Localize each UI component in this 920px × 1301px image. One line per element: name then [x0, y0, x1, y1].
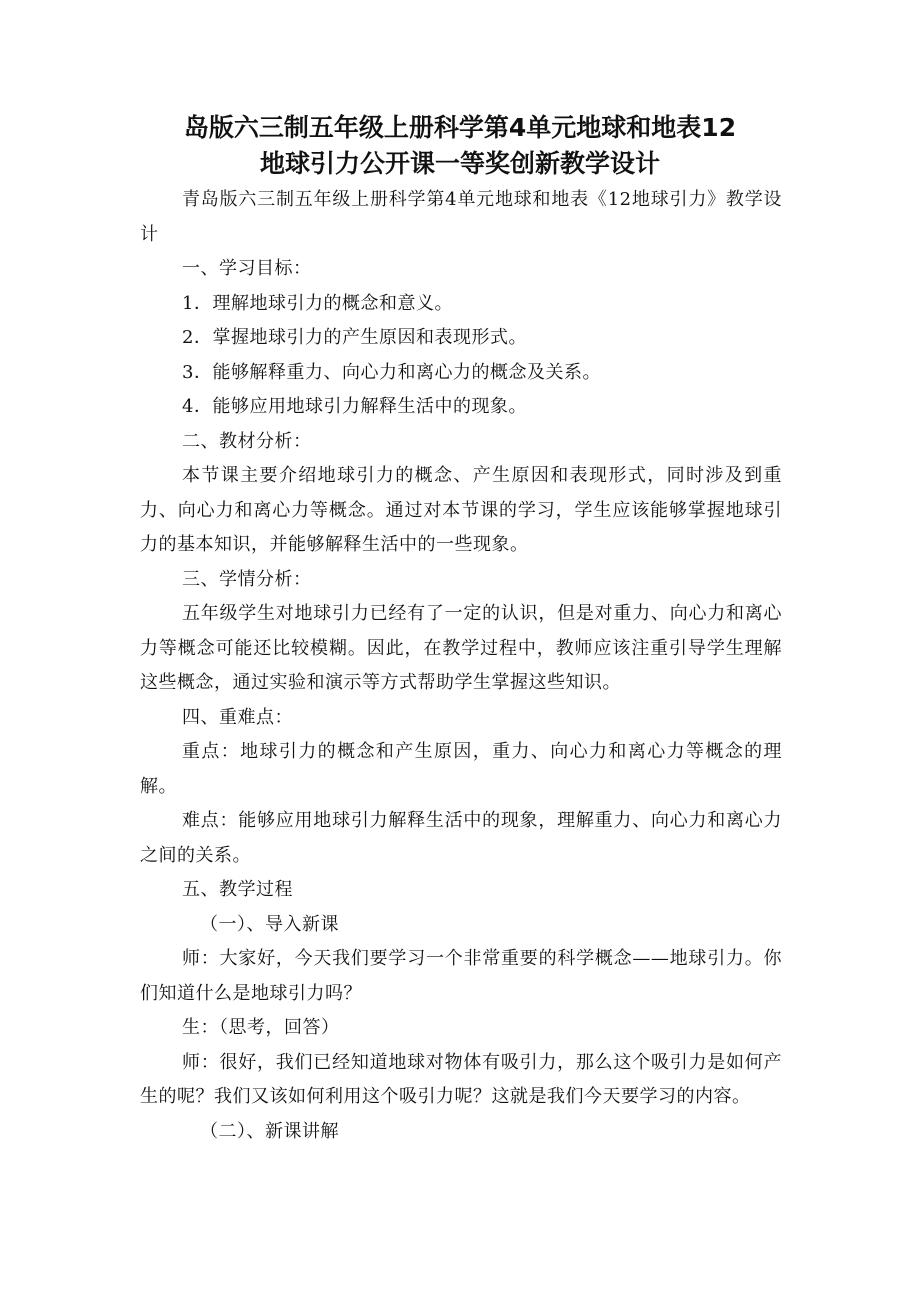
document-body: [140, 183, 782, 1149]
students-paragraph: 五年级学生对地球引力已经有了一定的认识，但是对重力、向心力和离心力等概念可能还比较模糊。因此，在教学过程中，教师应该注重引导学生理解这些概念，通过实验和演示等方式帮助学生掌握这些知识。: [140, 603, 782, 693]
keypoint-paragraph: 重点：地球引力的概念和产生原因，重力、向心力和离心力等概念的理解。: [140, 741, 782, 797]
section-heading-goals: 一、学习目标：: [182, 258, 312, 279]
section-heading-keypoints: 四、重难点：: [182, 706, 293, 728]
dialogue-paragraph: 师：很好，我们已经知道地球对物体有吸引力，那么这个吸引力是如何产生的呢？我们又该如何利用这个吸引力呢？这就是我们今天要学习的内容。: [140, 1051, 782, 1107]
dialogue-paragraph: 生：（思考，回答）: [182, 1017, 340, 1038]
document-title-line-2: 地球引力公开课一等奖创新教学设计: [259, 149, 660, 178]
section-heading-material: 二、教材分析：: [182, 430, 312, 452]
dialogue-paragraph: 师：大家好，今天我们要学习一个非常重要的科学概念——地球引力。你们知道什么是地球引力吗？: [140, 948, 782, 1004]
subsection-heading-lesson: （二）、新课讲解: [200, 1120, 339, 1142]
document-title-line-1: 岛版六三制五年级上册科学第4单元地球和地表12: [183, 113, 737, 142]
goal-item: 4．能够应用地球引力解释生活中的现象。: [182, 396, 527, 417]
difficulty-paragraph: 难点：能够应用地球引力解释生活中的现象，理解重力、向心力和离心力之间的关系。: [140, 810, 782, 866]
section-heading-process: 五、教学过程: [182, 879, 293, 900]
goal-item: 3．能够解释重力、向心力和离心力的概念及关系。: [182, 361, 601, 383]
material-paragraph: 本节课主要介绍地球引力的概念、产生原因和表现形式，同时涉及到重力、向心力和离心力等概念。通过对本节课的学习，学生应该能够掌握地球引力的基本知识，并能够解释生活中的一些现象。: [140, 465, 782, 555]
goal-item: 2．掌握地球引力的产生原因和表现形式。: [182, 327, 527, 348]
intro-paragraph: 青岛版六三制五年级上册科学第4单元地球和地表《12地球引力》教学设计: [140, 189, 782, 245]
subsection-heading-intro: （一）、导入新课: [200, 913, 339, 935]
goal-item: 1．理解地球引力的概念和意义。: [182, 292, 453, 314]
section-heading-students: 三、学情分析：: [182, 568, 312, 590]
